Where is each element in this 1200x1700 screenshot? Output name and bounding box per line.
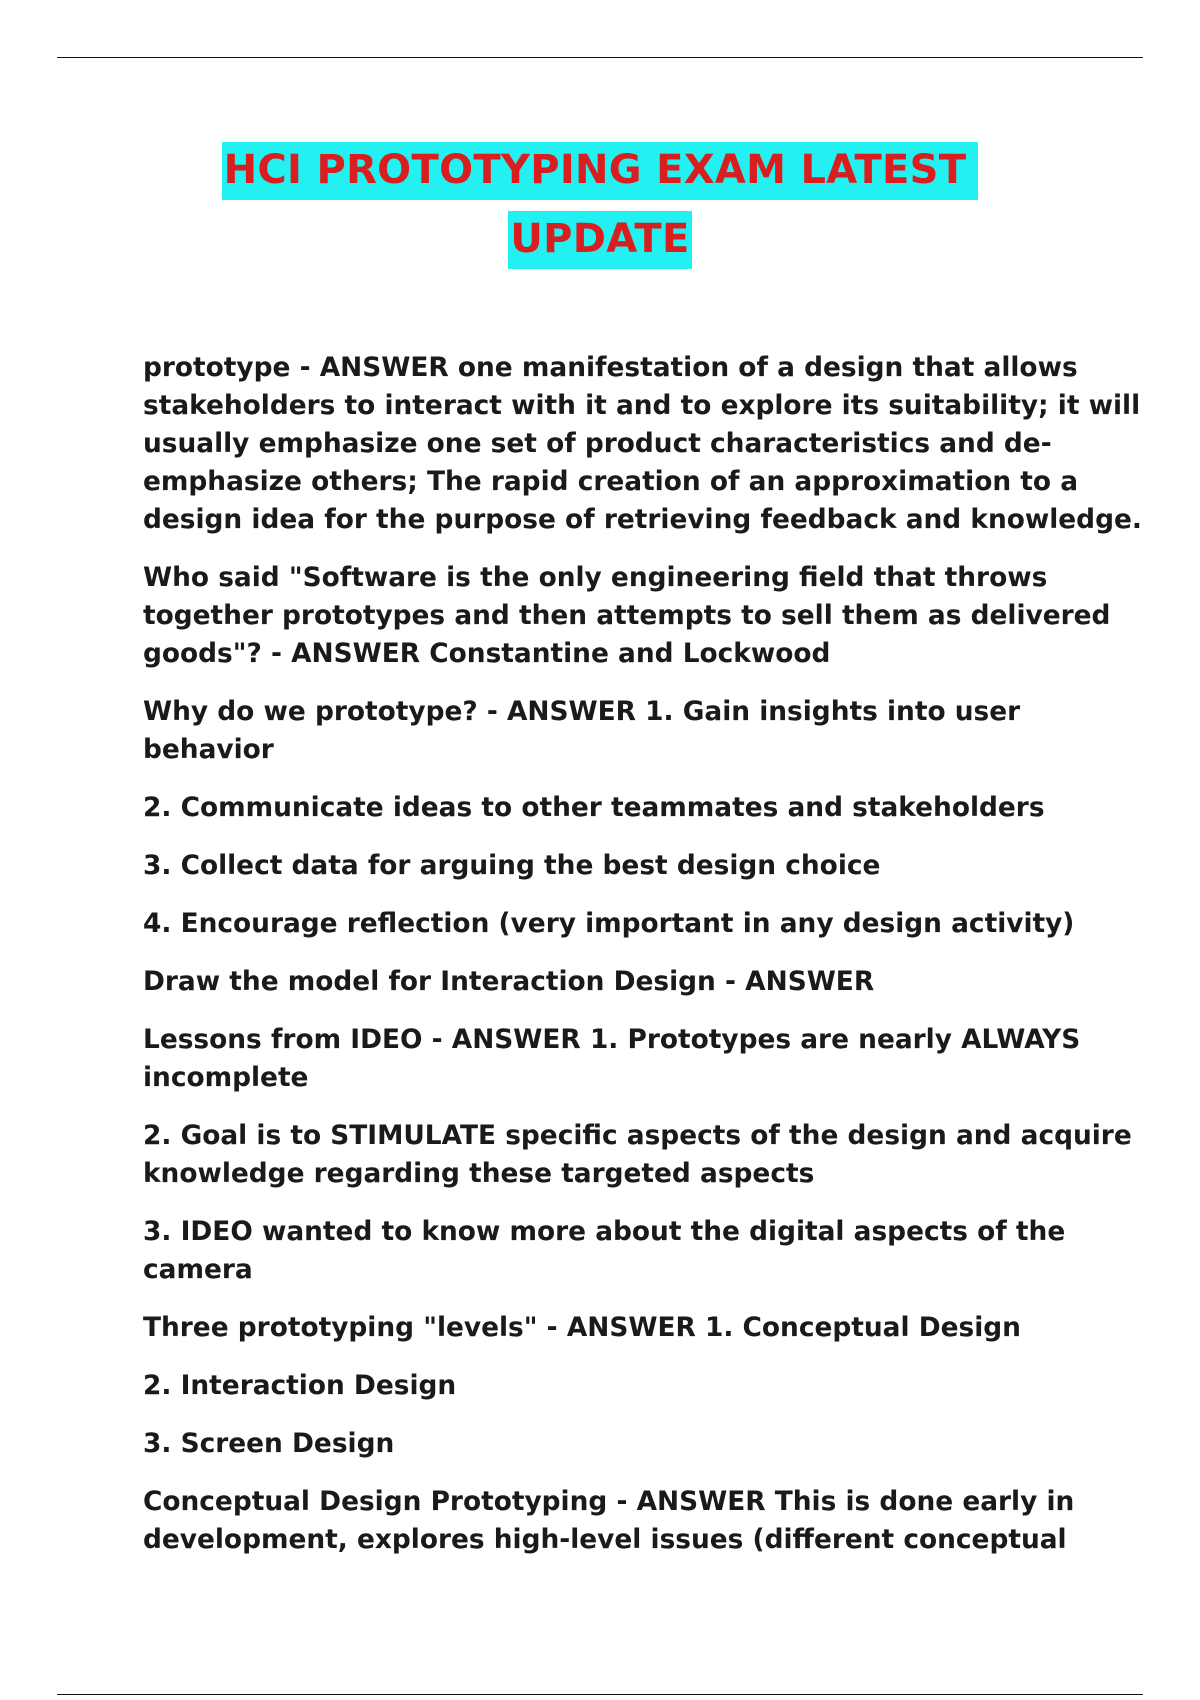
document-title xyxy=(0,142,1200,269)
paragraph: Who said "Software is the only engineering field that throws together prototypes and then attempts to sell them as delivered goods"? - ANSWER Constantine and Lockwood xyxy=(143,562,1111,669)
paragraph: prototype - ANSWER one manifestation of a design that allows stakeholders to interact with it and to explore its suitability; it will usually emphasize one set of product characteristics and de-emphasize others; The rapid creation of an approximation to a design idea for the purpose of retrieving feedback and knowledge. xyxy=(143,352,1142,535)
paragraph: 3. Screen Design xyxy=(143,1428,395,1459)
document-body xyxy=(143,349,1153,1579)
paragraph: 2. Interaction Design xyxy=(143,1370,457,1401)
paragraph: Why do we prototype? - ANSWER 1. Gain insights into user behavior xyxy=(143,696,1021,765)
paragraph: 2. Communicate ideas to other teammates and stakeholders xyxy=(143,792,1045,823)
paragraph: Three prototyping "levels" - ANSWER 1. Conceptual Design xyxy=(143,1312,1021,1343)
title-line-1: HCI PROTOTYPING EXAM LATEST xyxy=(222,142,979,200)
paragraph: Draw the model for Interaction Design - ANSWER xyxy=(143,966,875,997)
title-line-2: UPDATE xyxy=(508,211,691,269)
paragraph: 4. Encourage reflection (very important in any design activity) xyxy=(143,908,1075,939)
top-rule xyxy=(57,57,1143,58)
bottom-rule xyxy=(57,1694,1143,1695)
paragraph: Conceptual Design Prototyping - ANSWER This is done early in development, explores high-level issues (different conceptual xyxy=(143,1486,1075,1555)
paragraph: Lessons from IDEO - ANSWER 1. Prototypes are nearly ALWAYS incomplete xyxy=(143,1024,1081,1093)
paragraph: 3. Collect data for arguing the best design choice xyxy=(143,850,881,881)
paragraph: 3. IDEO wanted to know more about the digital aspects of the camera xyxy=(143,1216,1066,1285)
paragraph: 2. Goal is to STIMULATE specific aspects of the design and acquire knowledge regarding these targeted aspects xyxy=(143,1120,1132,1189)
